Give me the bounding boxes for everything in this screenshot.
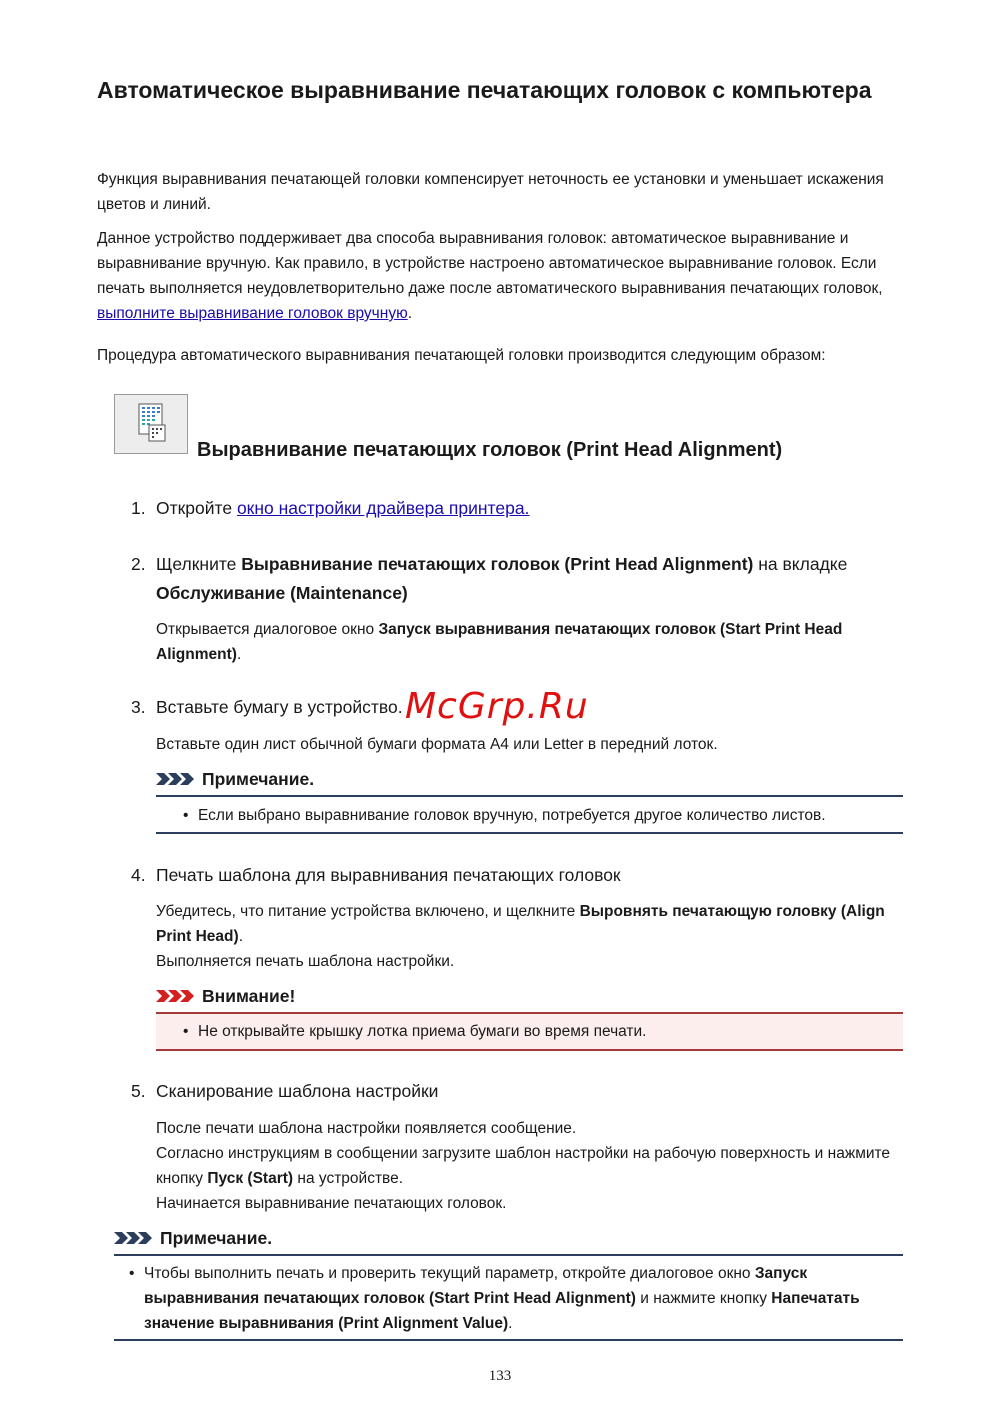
step-2-description	[156, 617, 906, 667]
step-2-text-part: Щелкните	[156, 554, 242, 574]
step-2-text	[156, 550, 916, 608]
final-note-box	[114, 1254, 903, 1341]
bullet-icon: •	[183, 807, 189, 824]
final-note-part: .	[508, 1315, 513, 1332]
step-2-bold-command: Выравнивание печатающих головок (Print Head Alignment)	[241, 554, 754, 574]
intro-paragraph-1: Функция выравнивания печатающей головки компенсирует неточность ее установки и уменьшает искажения цветов и линий.	[97, 171, 884, 213]
note-arrows-icon	[156, 771, 196, 787]
bullet-icon: •	[129, 1265, 135, 1282]
final-note-header	[114, 1226, 272, 1250]
section-title: Выравнивание печатающих головок (Print Head Alignment)	[197, 439, 783, 461]
final-note-item	[144, 1261, 884, 1336]
step-4-desc-part: .	[238, 928, 243, 945]
step-5-desc-line: Начинается выравнивание печатающих головок.	[156, 1195, 507, 1212]
note-label: Примечание.	[202, 769, 315, 789]
step-5-text: Сканирование шаблона настройки	[156, 1081, 439, 1101]
watermark: McGrp.Ru	[405, 686, 589, 727]
step-4-desc-part: Убедитесь, что питание устройства включено, и щелкните	[156, 903, 580, 920]
warning-label: Внимание!	[202, 986, 296, 1006]
intro-paragraph-2-text: Данное устройство поддерживает два способа выравнивания головок: автоматическое выравнивание и выравнивание вручную. Как правило, в устройстве настроено автоматическое выравнивание головок. Если печать выполняется неудовлетворительно даже после автоматического выравнивания печатающих головок,	[97, 230, 883, 297]
step-1-number: 1.	[131, 498, 146, 518]
warning-arrows-icon	[156, 988, 196, 1004]
step-3-number: 3.	[131, 697, 146, 717]
step-4-text: Печать шаблона для выравнивания печатающих головок	[156, 865, 621, 885]
step-2-bold-tab: Обслуживание (Maintenance)	[156, 583, 408, 603]
step-5-desc-line: После печати шаблона настройки появляется сообщение.	[156, 1120, 577, 1137]
step-3-description: Вставьте один лист обычной бумаги формата A4 или Letter в передний лоток.	[156, 736, 718, 753]
intro-paragraph-3: Процедура автоматического выравнивания печатающей головки производится следующим образом:	[97, 347, 826, 364]
step-3-text: Вставьте бумагу в устройство.	[156, 697, 403, 717]
step-5-desc-bold: Пуск (Start)	[207, 1170, 294, 1187]
final-note-label: Примечание.	[160, 1228, 273, 1248]
step-4-warning-box	[156, 1012, 903, 1051]
step-5-description	[156, 1116, 906, 1216]
print-head-alignment-icon	[114, 394, 188, 454]
step-4-desc-line: Выполняется печать шаблона настройки.	[156, 953, 455, 970]
intro-paragraph-2-end: .	[407, 305, 413, 322]
step-2-text-part: на вкладке	[753, 554, 848, 574]
final-note-bold: Запуск выравнивания печатающих головок (Start Print Head Alignment)	[144, 1265, 808, 1307]
note-arrows-icon	[114, 1230, 154, 1246]
final-note-part: и нажмите кнопку	[635, 1290, 772, 1307]
page-title: Автоматическое выравнивание печатающих головок с компьютера	[97, 77, 872, 103]
final-note-part: Чтобы выполнить печать и проверить текущий параметр, откройте диалоговое окно	[144, 1265, 755, 1282]
step-1-text	[156, 494, 916, 523]
step-4-description	[156, 899, 906, 974]
manual-alignment-link[interactable]: выполните выравнивание головок вручную	[97, 305, 408, 322]
step-4-warning-header	[156, 984, 295, 1008]
step-5-desc-part: на устройстве.	[293, 1170, 404, 1187]
step-4-number: 4.	[131, 865, 146, 885]
intro-paragraph-2	[97, 226, 907, 326]
step-4-desc-bold: Выровнять печатающую головку (Align Print Head)	[156, 903, 885, 945]
step-3-note-box	[156, 795, 903, 834]
step-5-number: 5.	[131, 1081, 146, 1101]
step-2-desc-bold: Запуск выравнивания печатающих головок (Start Print Head Alignment)	[156, 621, 843, 663]
step-2-desc-part: Открывается диалоговое окно	[156, 621, 379, 638]
step-3-note-header	[156, 767, 314, 791]
page-number: 133	[488, 1368, 512, 1384]
step-3-note-item: Если выбрано выравнивание головок вручную, потребуется другое количество листов.	[198, 807, 826, 824]
step-5-desc-part: Согласно инструкциям в сообщении загрузите шаблон настройки на рабочую поверхность и нажмите кнопку	[156, 1145, 891, 1187]
driver-settings-link[interactable]: окно настройки драйвера принтера.	[236, 498, 530, 518]
step-2-number: 2.	[131, 554, 146, 574]
step-4-warning-item: Не открывайте крышку лотка приема бумаги во время печати.	[198, 1023, 647, 1040]
step-1-label: Откройте	[156, 498, 237, 518]
bullet-icon: •	[183, 1023, 189, 1040]
final-note-bold: Напечатать значение выравнивания (Print Alignment Value)	[144, 1290, 860, 1332]
step-2-desc-part: .	[236, 646, 242, 663]
